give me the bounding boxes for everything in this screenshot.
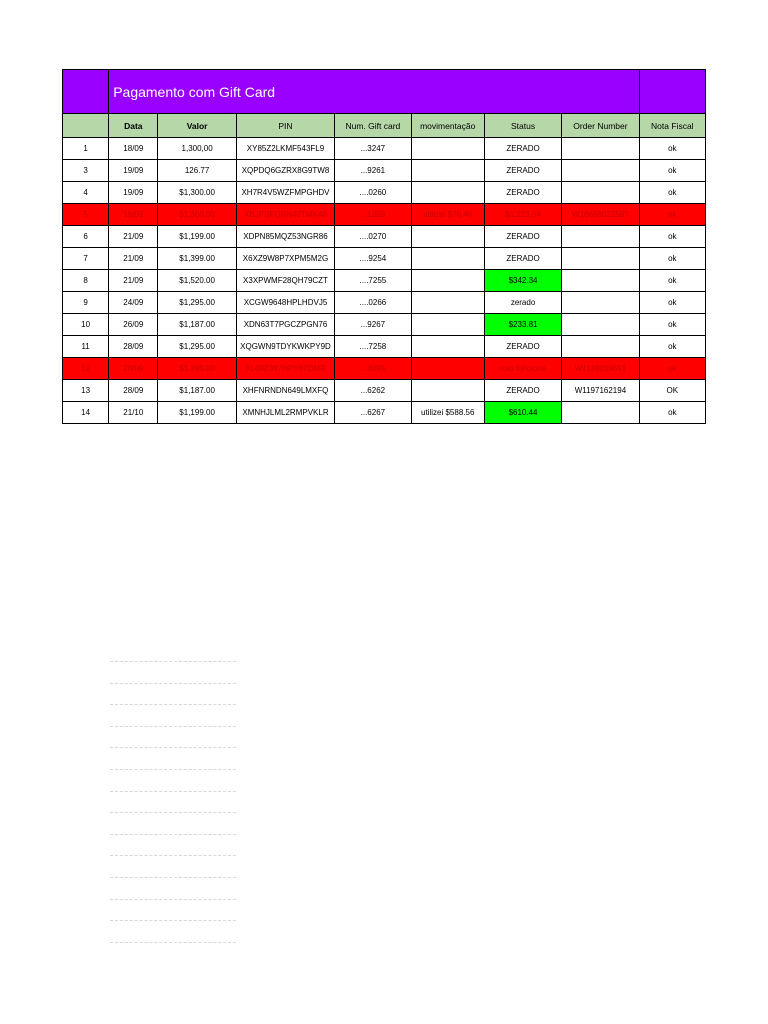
movimentacao-cell[interactable] xyxy=(411,358,484,380)
order-number-cell[interactable] xyxy=(562,292,639,314)
valor-cell[interactable]: $1,300.00 xyxy=(158,182,236,204)
num-gift-card-cell[interactable]: ...6267 xyxy=(335,402,411,424)
valor-cell[interactable]: $1,187.00 xyxy=(158,314,236,336)
header-nota-fiscal[interactable]: Nota Fiscal xyxy=(639,114,705,138)
movimentacao-cell[interactable] xyxy=(411,160,484,182)
status-cell[interactable]: ZERADO xyxy=(484,226,561,248)
row-index[interactable]: 12 xyxy=(63,358,109,380)
empty-cell-guides xyxy=(110,661,236,963)
table-row xyxy=(63,138,706,160)
guide-line xyxy=(110,855,236,856)
num-gift-card-cell[interactable]: ...3247 xyxy=(335,138,411,160)
header-status[interactable]: Status xyxy=(484,114,561,138)
pin-cell[interactable]: XQPDQ6GZRX8G9TW8 xyxy=(236,160,334,182)
status-cell[interactable]: nao funciona xyxy=(484,358,561,380)
order-number-cell[interactable]: W1197162194 xyxy=(562,380,639,402)
row-index[interactable]: 1 xyxy=(63,138,109,160)
pin-cell[interactable]: X6XZ9W8P7XPM5M2G xyxy=(236,248,334,270)
sheet-title[interactable]: Pagamento com Gift Card xyxy=(109,70,639,114)
pin-cell[interactable]: XH7R4V5WZFMPGHDV xyxy=(236,182,334,204)
status-cell[interactable]: $233.81 xyxy=(484,314,561,336)
row-index[interactable]: 11 xyxy=(63,336,109,358)
pin-cell[interactable]: X3XPWMF28QH79CZT xyxy=(236,270,334,292)
status-cell[interactable]: ZERADO xyxy=(484,248,561,270)
order-number-cell[interactable] xyxy=(562,336,639,358)
data-cell[interactable]: 28/09 xyxy=(109,380,158,402)
pin-cell[interactable]: XHFNRNDN649LMXFQ xyxy=(236,380,334,402)
status-cell[interactable]: $342.34 xyxy=(484,270,561,292)
table-body xyxy=(63,138,706,424)
table-row xyxy=(63,204,706,226)
movimentacao-cell[interactable] xyxy=(411,138,484,160)
data-cell[interactable]: 19/09 xyxy=(109,204,158,226)
valor-cell[interactable]: $1,295.00 xyxy=(158,358,236,380)
table-row xyxy=(63,160,706,182)
pin-cell[interactable]: XBJPSFQRN42TMK46 xyxy=(236,204,334,226)
num-gift-card-cell[interactable]: ....0266 xyxy=(335,292,411,314)
nota-fiscal-cell[interactable]: ok xyxy=(639,292,705,314)
data-cell[interactable]: 18/09 xyxy=(109,138,158,160)
valor-cell[interactable]: $1,295.00 xyxy=(158,292,236,314)
row-index[interactable]: 3 xyxy=(63,160,109,182)
pin-cell[interactable]: XMNHJLML2RMPVKLR xyxy=(236,402,334,424)
order-number-cell[interactable] xyxy=(562,226,639,248)
valor-cell[interactable]: $1,199.00 xyxy=(158,402,236,424)
pin-cell[interactable]: XCGW9648HPLHDVJ5 xyxy=(236,292,334,314)
valor-cell[interactable]: 1,300,00 xyxy=(158,138,236,160)
nota-fiscal-cell[interactable]: ok xyxy=(639,402,705,424)
table-row xyxy=(63,182,706,204)
guide-line xyxy=(110,726,236,727)
status-cell[interactable]: ZERADO xyxy=(484,182,561,204)
guide-line xyxy=(110,899,236,900)
row-index[interactable]: 13 xyxy=(63,380,109,402)
row-index[interactable]: 10 xyxy=(63,314,109,336)
pin-cell[interactable]: XL69Z367HPY67DMR xyxy=(236,358,334,380)
row-index[interactable]: 6 xyxy=(63,226,109,248)
nota-fiscal-cell[interactable]: ok xyxy=(639,248,705,270)
nota-fiscal-cell[interactable]: OK xyxy=(639,380,705,402)
num-gift-card-cell[interactable]: ....7255 xyxy=(335,270,411,292)
status-cell[interactable]: ZERADO xyxy=(484,138,561,160)
status-cell[interactable]: $1,223.54 xyxy=(484,204,561,226)
data-cell[interactable]: 19/09 xyxy=(109,182,158,204)
movimentacao-cell[interactable]: utilizei $76.46 xyxy=(411,204,484,226)
nota-fiscal-cell[interactable]: ok xyxy=(639,138,705,160)
order-number-cell[interactable]: W1128019651 xyxy=(562,358,639,380)
pin-cell[interactable]: XDN63T7PGCZPGN76 xyxy=(236,314,334,336)
data-cell[interactable]: 21/09 xyxy=(109,248,158,270)
nota-fiscal-cell[interactable]: ok xyxy=(639,182,705,204)
header-movimentacao[interactable]: movimentação xyxy=(411,114,484,138)
order-number-cell[interactable] xyxy=(562,138,639,160)
row-index[interactable]: 7 xyxy=(63,248,109,270)
header-order-number[interactable]: Order Number xyxy=(562,114,639,138)
nota-fiscal-cell[interactable]: ok xyxy=(639,314,705,336)
row-index[interactable]: 14 xyxy=(63,402,109,424)
guide-line xyxy=(110,683,236,684)
num-gift-card-cell[interactable]: ....0270 xyxy=(335,226,411,248)
order-number-cell[interactable]: W1066802259? xyxy=(562,204,639,226)
nota-fiscal-cell[interactable]: ok xyxy=(639,226,705,248)
data-cell[interactable]: 28/09 xyxy=(109,358,158,380)
guide-line xyxy=(110,942,236,943)
valor-cell[interactable]: $1,187.00 xyxy=(158,380,236,402)
valor-cell[interactable]: $1,520.00 xyxy=(158,270,236,292)
movimentacao-cell[interactable] xyxy=(411,380,484,402)
order-number-cell[interactable] xyxy=(562,402,639,424)
movimentacao-cell[interactable] xyxy=(411,270,484,292)
pin-cell[interactable]: XY85Z2LKMF543FL9 xyxy=(236,138,334,160)
movimentacao-cell[interactable] xyxy=(411,226,484,248)
title-row-end-cell[interactable] xyxy=(639,70,705,114)
table-row xyxy=(63,226,706,248)
data-cell[interactable]: 21/09 xyxy=(109,226,158,248)
order-number-cell[interactable] xyxy=(562,248,639,270)
movimentacao-cell[interactable] xyxy=(411,292,484,314)
data-cell[interactable]: 21/10 xyxy=(109,402,158,424)
header-pin[interactable]: PIN xyxy=(236,114,334,138)
movimentacao-cell[interactable] xyxy=(411,248,484,270)
row-index[interactable]: 9 xyxy=(63,292,109,314)
movimentacao-cell[interactable] xyxy=(411,182,484,204)
header-row xyxy=(63,114,706,138)
valor-cell[interactable]: 126.77 xyxy=(158,160,236,182)
table-row xyxy=(63,358,706,380)
num-gift-card-cell[interactable]: ....7258 xyxy=(335,336,411,358)
data-cell[interactable]: 26/09 xyxy=(109,314,158,336)
order-number-cell[interactable] xyxy=(562,270,639,292)
nota-fiscal-cell[interactable]: ok xyxy=(639,160,705,182)
pin-cell[interactable]: XQGWN9TDYKWKPY9D xyxy=(236,336,334,358)
status-cell[interactable]: ZERADO xyxy=(484,380,561,402)
table-row xyxy=(63,402,706,424)
movimentacao-cell[interactable] xyxy=(411,314,484,336)
valor-cell[interactable]: $1,199.00 xyxy=(158,226,236,248)
guide-line xyxy=(110,920,236,921)
guide-line xyxy=(110,747,236,748)
status-cell[interactable]: zerado xyxy=(484,292,561,314)
num-gift-card-cell[interactable]: ...9261 xyxy=(335,160,411,182)
data-cell[interactable]: 28/09 xyxy=(109,336,158,358)
guide-line xyxy=(110,704,236,705)
row-index[interactable]: 5 xyxy=(63,204,109,226)
guide-line xyxy=(110,834,236,835)
movimentacao-cell[interactable]: utilizei $588.56 xyxy=(411,402,484,424)
title-row xyxy=(63,70,706,114)
header-valor[interactable]: Valor xyxy=(158,114,236,138)
header-index[interactable] xyxy=(63,114,109,138)
nota-fiscal-cell[interactable]: ok xyxy=(639,358,705,380)
valor-cell[interactable]: $1,300.00 xyxy=(158,204,236,226)
pin-cell[interactable]: XDPN85MQZ53NGR86 xyxy=(236,226,334,248)
data-cell[interactable]: 24/09 xyxy=(109,292,158,314)
order-number-cell[interactable] xyxy=(562,314,639,336)
num-gift-card-cell[interactable]: ....9254 xyxy=(335,248,411,270)
num-gift-card-cell[interactable]: ....0260 xyxy=(335,182,411,204)
num-gift-card-cell[interactable]: ...6262 xyxy=(335,380,411,402)
num-gift-card-cell[interactable]: ...1359 xyxy=(335,204,411,226)
nota-fiscal-cell[interactable]: ok xyxy=(639,204,705,226)
header-num-gift-card[interactable]: Num. Gift card xyxy=(335,114,411,138)
guide-line xyxy=(110,877,236,878)
valor-cell[interactable]: $1,399.00 xyxy=(158,248,236,270)
status-cell[interactable]: $610.44 xyxy=(484,402,561,424)
header-data[interactable]: Data xyxy=(109,114,158,138)
num-gift-card-cell[interactable]: ...9267 xyxy=(335,314,411,336)
order-number-cell[interactable] xyxy=(562,182,639,204)
movimentacao-cell[interactable] xyxy=(411,336,484,358)
table-row xyxy=(63,336,706,358)
table-row xyxy=(63,270,706,292)
table-row xyxy=(63,292,706,314)
data-cell[interactable]: 21/09 xyxy=(109,270,158,292)
nota-fiscal-cell[interactable]: ok xyxy=(639,336,705,358)
guide-line xyxy=(110,812,236,813)
order-number-cell[interactable] xyxy=(562,160,639,182)
num-gift-card-cell[interactable]: ...4093 xyxy=(335,358,411,380)
guide-line xyxy=(110,791,236,792)
nota-fiscal-cell[interactable]: ok xyxy=(639,270,705,292)
data-cell[interactable]: 19/09 xyxy=(109,160,158,182)
row-index[interactable]: 8 xyxy=(63,270,109,292)
table-row xyxy=(63,314,706,336)
table-row xyxy=(63,248,706,270)
valor-cell[interactable]: $1,295.00 xyxy=(158,336,236,358)
table-row xyxy=(63,380,706,402)
guide-line xyxy=(110,769,236,770)
gift-card-table xyxy=(62,69,706,424)
title-row-index-cell[interactable] xyxy=(63,70,109,114)
status-cell[interactable]: ZERADO xyxy=(484,336,561,358)
guide-line xyxy=(110,661,236,662)
status-cell[interactable]: ZERADO xyxy=(484,160,561,182)
row-index[interactable]: 4 xyxy=(63,182,109,204)
